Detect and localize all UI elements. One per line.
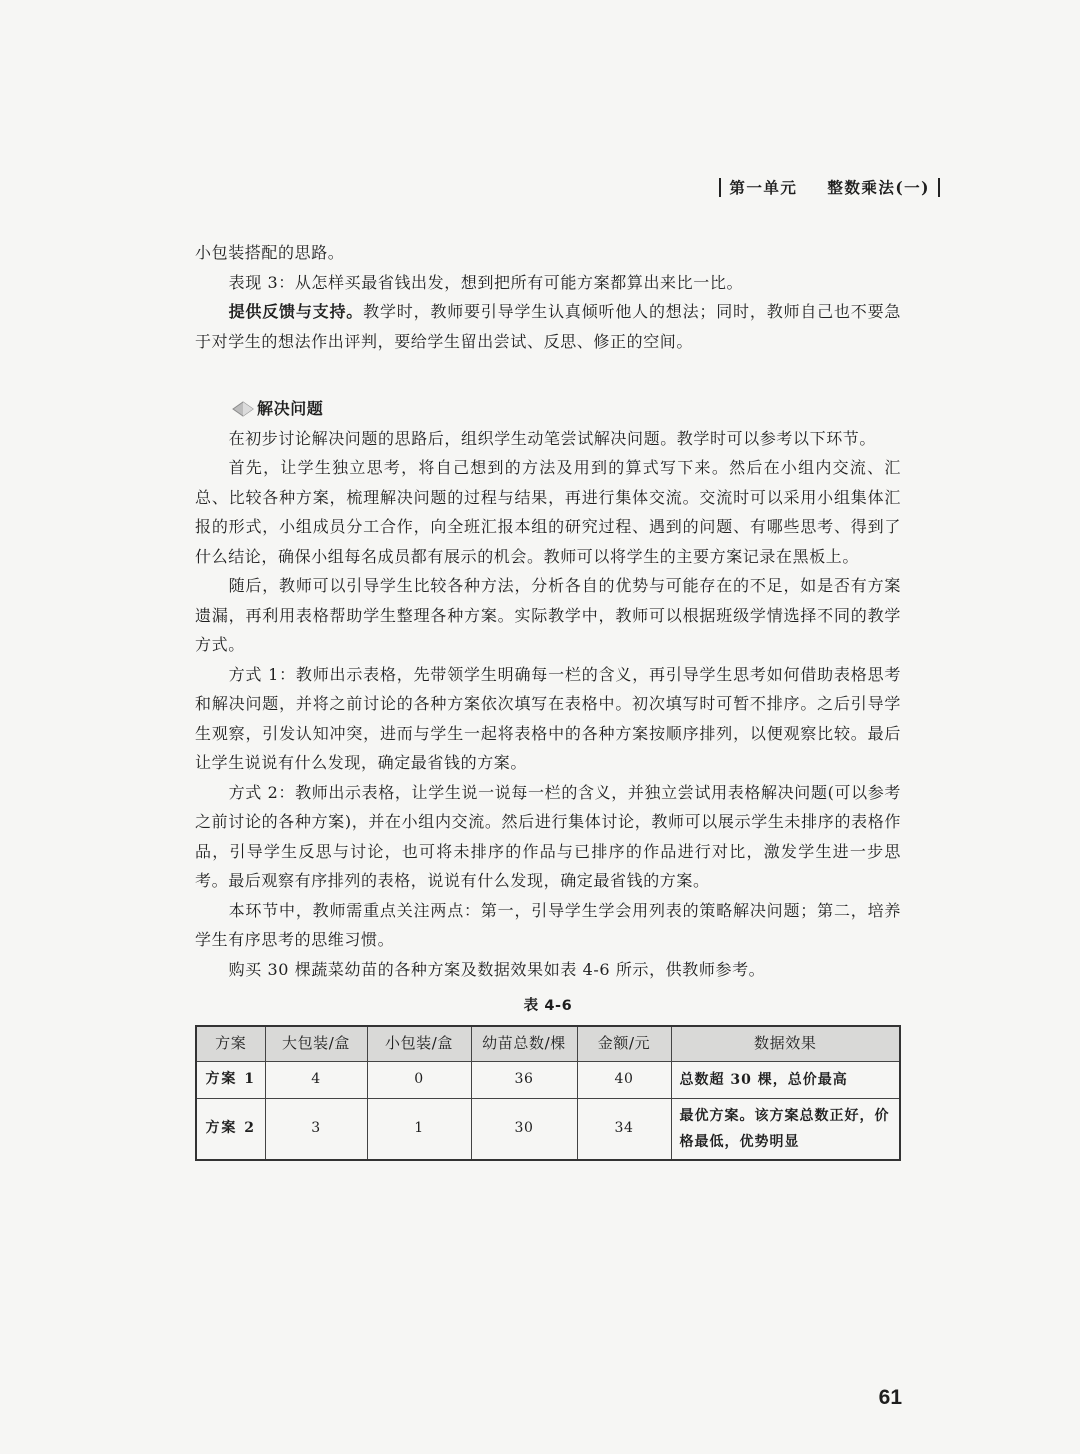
paragraph: 方式 2：教师出示表格，让学生说一说每一栏的含义，并独立尝试用表格解决问题(可以参考之前讨论的各种方案)，并在小组内交流。然后进行集体讨论，教师可以展示学生未排序的表格作品，引导学生反思与讨论，也可将未排序的作品与已排序的作品进行对比，激发学生进一步思考。最后观察有序排列的表格，说说有什么发现，确定最省钱的方案。	[195, 782, 901, 890]
page-number: 61	[878, 1386, 902, 1409]
table-cell: 36	[471, 1062, 577, 1099]
table-cell: 0	[367, 1062, 471, 1099]
header-divider-right	[938, 178, 940, 197]
table-header-cell: 方案	[196, 1026, 265, 1062]
table-cell: 34	[577, 1099, 671, 1161]
paragraph-lead: 提供反馈与支持。	[228, 302, 364, 321]
paragraph: 小包装搭配的思路。	[195, 243, 345, 262]
paragraph: 表现 3：从怎样买最省钱出发，想到把所有可能方案都算出来比一比。	[228, 272, 744, 292]
header-divider-left	[719, 178, 721, 197]
table-cell: 方案 1	[196, 1062, 265, 1099]
table-cell: 40	[577, 1062, 671, 1099]
paragraph: 随后，教师可以引导学生比较各种方法，分析各自的优势与可能存在的不足，如是否有方案遗漏，再利用表格帮助学生整理各种方案。实际教学中，教师可以根据班级学情选择不同的教学方式。	[195, 576, 901, 654]
table-header-cell: 金额/元	[577, 1026, 671, 1062]
paragraph: 首先，让学生独立思考，将自己想到的方法及用到的算式写下来。然后在小组内交流、汇总、比较各种方案，梳理解决问题的过程与结果，再进行集体交流。交流时可以采用小组集体汇报的形式，小组成员分工合作，向全班汇报本组的研究过程、遇到的问题、有哪些思考、得到了什么结论，确保小组每名成员都有展示的机会。教师可以将学生的主要方案记录在黑板上。	[195, 458, 901, 566]
paragraph: 方式 1：教师出示表格，先带领学生明确每一栏的含义，再引导学生思考如何借助表格思考和解决问题，并将之前讨论的各种方案依次填写在表格中。初次填写时可暂不排序。之后引导学生观察，引发认知冲突，进而与学生一起将表格中的各种方案按顺序排列，以便观察比较。最后让学生说说有什么发现，确定最省钱的方案。	[195, 664, 901, 772]
table-cell: 4	[265, 1062, 367, 1099]
paragraph-text: 教学时，教师要引导学生认真倾听他人的想法；同时，教师自己也不要急于对学生的想法作出评判，要给学生留出尝试、反思、修正的空间。	[195, 302, 901, 351]
running-header	[719, 176, 940, 198]
table-cell: 1	[367, 1099, 471, 1161]
table-cell: 总数超 30 棵，总价最高	[671, 1062, 900, 1099]
table-header-row	[196, 1026, 900, 1062]
paragraph: 本环节中，教师需重点关注两点：第一，引导学生学会用列表的策略解决问题；第二，培养学生有序思考的思维习惯。	[195, 900, 901, 949]
table-cell: 最优方案。该方案总数正好，价格最低，优势明显	[671, 1099, 900, 1161]
header-title: 整数乘法(一)	[827, 178, 930, 197]
table-header-cell: 大包装/盒	[265, 1026, 367, 1062]
plans-table	[195, 1025, 901, 1161]
section-heading	[195, 394, 901, 424]
table-cell: 30	[471, 1099, 577, 1161]
paragraph: 购买 30 棵蔬菜幼苗的各种方案及数据效果如表 4-6 所示，供教师参考。	[228, 959, 766, 979]
table-caption: 表 4-6	[523, 998, 573, 1014]
section-title: 解决问题	[257, 399, 324, 418]
table-header-cell: 数据效果	[671, 1026, 900, 1062]
page-body	[195, 238, 901, 1161]
header-unit: 第一单元	[729, 178, 798, 197]
paragraph: 在初步讨论解决问题的思路后，组织学生动笔尝试解决问题。教学时可以参考以下环节。	[228, 428, 876, 448]
table-header-cell: 幼苗总数/棵	[471, 1026, 577, 1062]
paragraph	[195, 297, 901, 356]
table-header-cell: 小包装/盒	[367, 1026, 471, 1062]
table-cell: 方案 2	[196, 1099, 265, 1161]
table-row	[196, 1099, 900, 1161]
table-row	[196, 1062, 900, 1099]
diamond-icon	[231, 400, 255, 418]
table-cell: 3	[265, 1099, 367, 1161]
